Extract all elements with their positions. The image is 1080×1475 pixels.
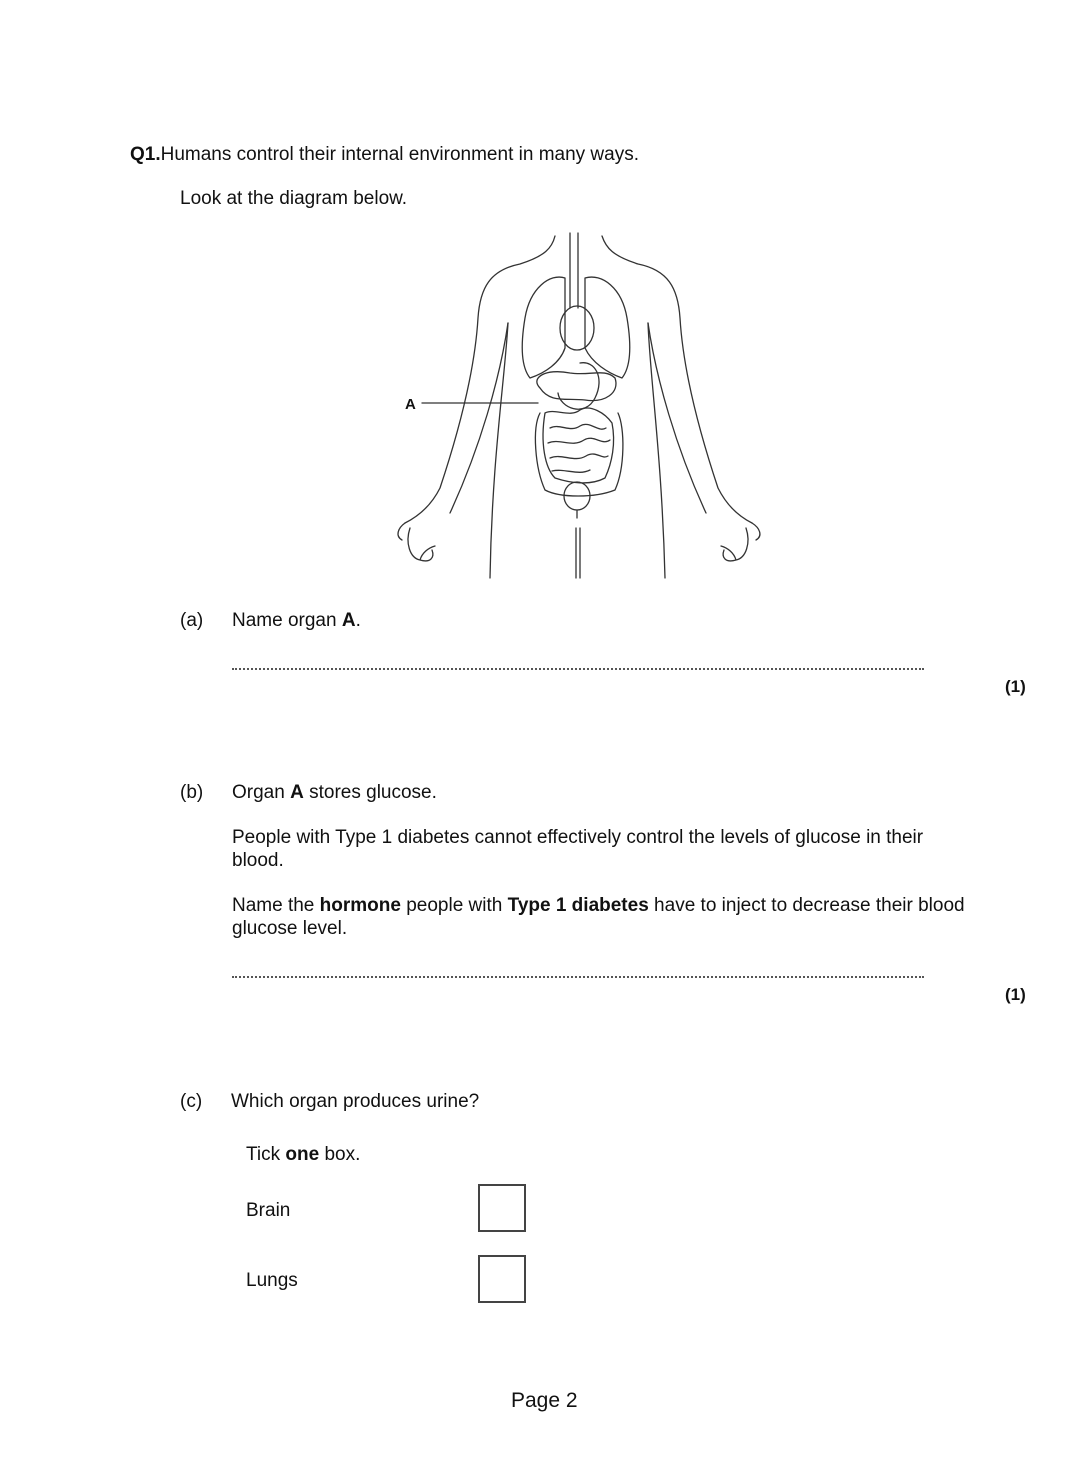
- question-intro-text: Humans control their internal environment in many ways.: [160, 144, 640, 165]
- question-intro: [130, 143, 639, 166]
- page-number: Page 2: [511, 1389, 578, 1412]
- part-b-label: (b): [180, 782, 204, 803]
- part-b-line1-suffix: stores glucose.: [303, 782, 437, 803]
- part-c-question: Which organ produces urine?: [231, 1091, 480, 1112]
- look-instruction: Look at the diagram below.: [180, 188, 408, 209]
- part-b-para1: People with Type 1 diabetes cannot effectively control the levels of glucose in their blood.: [232, 827, 924, 871]
- part-b-para2-mid: people with: [400, 895, 508, 916]
- left-lung: [522, 277, 565, 378]
- part-a-suffix: .: [355, 610, 361, 631]
- tick-bold: one: [285, 1144, 320, 1165]
- tick-post: box.: [319, 1144, 361, 1165]
- tick-pre: Tick: [246, 1144, 286, 1165]
- question-number: Q1.: [130, 144, 161, 165]
- part-b-line1-prefix: Organ: [232, 782, 291, 803]
- part-b-para2: [232, 894, 972, 940]
- option-label-brain: Brain: [246, 1200, 291, 1221]
- left-hand: [398, 523, 435, 561]
- answer-line-a[interactable]: [232, 668, 924, 670]
- part-a-text: Name organ: [232, 610, 342, 631]
- part-a-label: (a): [180, 610, 204, 631]
- marks-b: (1): [1005, 985, 1026, 1004]
- part-b-hormone: hormone: [319, 895, 401, 916]
- body-outline-right: [602, 236, 752, 523]
- part-b-statement: [232, 781, 437, 804]
- part-c-label: (c): [180, 1091, 203, 1112]
- part-b-type1: Type 1 diabetes: [507, 895, 649, 916]
- liver: [537, 372, 616, 401]
- part-b-line1-bold: A: [290, 782, 304, 803]
- label-a: A: [405, 396, 416, 413]
- stomach: [558, 363, 599, 410]
- tick-box-brain[interactable]: [478, 1184, 526, 1232]
- tick-box-lungs[interactable]: [478, 1255, 526, 1303]
- right-hand: [721, 523, 760, 561]
- part-a-bold: A: [341, 610, 356, 631]
- human-body-organs-diagram: [380, 228, 780, 583]
- answer-line-b[interactable]: [232, 976, 924, 978]
- tick-instruction: [246, 1143, 360, 1166]
- right-lung: [585, 277, 630, 378]
- option-label-lungs: Lungs: [246, 1270, 298, 1291]
- marks-a: (1): [1005, 677, 1026, 696]
- trachea: [570, 233, 578, 308]
- part-a-question: [232, 609, 361, 632]
- part-b-para2-pre: Name the: [232, 895, 320, 916]
- body-outline-left: [405, 236, 555, 523]
- part-b-para2-post: have to inject to decrease their blood glucose level.: [232, 895, 965, 939]
